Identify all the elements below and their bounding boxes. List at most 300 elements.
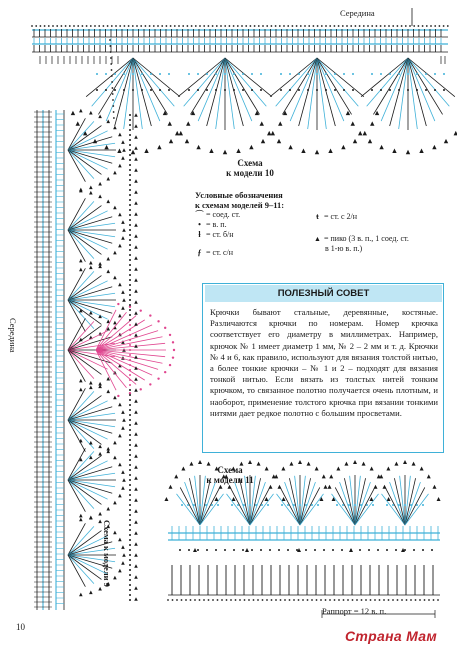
chain-dot — [406, 599, 408, 601]
chain-dot — [352, 599, 354, 601]
stitch — [68, 300, 101, 324]
stitch — [280, 487, 300, 525]
chain-dot — [109, 45, 111, 47]
picot — [175, 131, 179, 135]
chain-dot — [129, 359, 131, 361]
chain-dot — [377, 549, 379, 551]
chain-dot — [129, 254, 131, 256]
chain-dot — [73, 25, 75, 27]
chain-dot — [389, 89, 391, 91]
picot — [274, 474, 278, 478]
chain-dot — [275, 599, 277, 601]
chain-dot — [129, 124, 131, 126]
picot — [278, 121, 282, 125]
chain-dot — [443, 73, 445, 75]
chain-dot — [217, 599, 219, 601]
chain-dot — [289, 89, 291, 91]
stitch — [408, 58, 443, 114]
picot — [106, 507, 110, 511]
chain-dot — [129, 394, 131, 396]
chain-dot — [254, 25, 256, 27]
picot — [118, 283, 122, 287]
chain-dot — [185, 599, 187, 601]
chain-dot — [48, 25, 50, 27]
chain-dot — [229, 25, 231, 27]
picot — [432, 145, 436, 149]
picot — [134, 245, 138, 249]
picot — [134, 157, 138, 161]
chain-dot — [242, 89, 244, 91]
chain-dot — [410, 599, 412, 601]
picot — [79, 514, 83, 518]
chain-dot — [195, 25, 197, 27]
picot — [134, 113, 138, 117]
chain-dot — [129, 339, 131, 341]
picot — [351, 121, 355, 125]
chain-dot — [325, 73, 327, 75]
chain-dot — [397, 599, 399, 601]
chain-dot — [248, 599, 250, 601]
chain-dot — [437, 599, 439, 601]
picot — [134, 487, 138, 491]
chain-dot — [129, 529, 131, 531]
watermark-logo: Страна Мам — [345, 628, 438, 644]
chain-dot — [352, 73, 354, 75]
picot — [113, 441, 117, 445]
chain-dot — [249, 504, 251, 506]
chain-dot — [380, 25, 382, 27]
chain-dot — [129, 349, 131, 351]
chain-dot — [397, 25, 399, 27]
chain-dot — [181, 504, 183, 506]
chain-dot — [352, 89, 354, 91]
chain-dot — [129, 444, 131, 446]
chain-dot — [380, 89, 382, 91]
chain-dot — [190, 599, 192, 601]
chain-dot — [94, 25, 96, 27]
picot — [209, 149, 213, 153]
chain-dot — [323, 549, 325, 551]
chain-dot — [129, 459, 131, 461]
chain-dot — [409, 25, 411, 27]
picot — [122, 148, 126, 152]
chain-dot — [61, 25, 63, 27]
picot — [113, 576, 117, 580]
chain-dot — [244, 599, 246, 601]
chain-dot — [341, 549, 343, 551]
chain-dot — [31, 25, 33, 27]
picot — [98, 182, 102, 186]
chain-dot — [307, 73, 309, 75]
chain-dot — [111, 25, 113, 27]
chain-dot — [230, 599, 232, 601]
picot — [121, 156, 125, 160]
chain-dot — [383, 599, 385, 601]
picot — [185, 139, 189, 143]
picot — [134, 289, 138, 293]
picot — [98, 195, 102, 199]
chain-dot — [343, 89, 345, 91]
legend-item-treble-crochet: ŧ = ст. с 2/н — [313, 212, 453, 222]
chain-dot — [371, 25, 373, 27]
picot — [79, 518, 83, 522]
picot — [198, 460, 202, 464]
chain-dot — [129, 319, 131, 321]
chain-dot — [398, 504, 400, 506]
picot — [118, 244, 122, 248]
chain-dot — [233, 73, 235, 75]
picot — [432, 485, 436, 489]
chain-dot — [258, 25, 260, 27]
chain-dot — [179, 549, 181, 551]
chain-dot — [129, 594, 131, 596]
chain-dot — [433, 599, 435, 601]
chain-dot — [342, 504, 344, 506]
chain-dot — [266, 25, 268, 27]
chain-dot — [129, 329, 131, 331]
chain-dot — [129, 509, 131, 511]
chain-dot — [363, 25, 365, 27]
chain-dot — [110, 51, 112, 53]
chain-dot — [289, 73, 291, 75]
chain-dot — [392, 599, 394, 601]
chain-dot — [386, 504, 388, 506]
chain-dot — [296, 25, 298, 27]
picot — [193, 548, 197, 552]
picot — [113, 531, 117, 535]
picot — [89, 441, 93, 445]
stitch — [282, 58, 317, 114]
picot — [269, 485, 273, 489]
picot — [169, 485, 173, 489]
repeat-label: Раппорт = 12 в. п. — [322, 606, 387, 616]
chain-dot — [117, 395, 119, 397]
scheme-10-title — [215, 158, 285, 178]
picot — [344, 462, 348, 466]
chain-dot — [197, 549, 199, 551]
chain-dot — [176, 599, 178, 601]
chain-dot — [342, 25, 344, 27]
chain-dot — [197, 73, 199, 75]
chain-dot — [415, 599, 417, 601]
picot — [106, 390, 110, 394]
picot — [89, 381, 93, 385]
chain-dot — [278, 549, 280, 551]
chain-dot — [416, 73, 418, 75]
chain-dot — [129, 559, 131, 561]
chain-dot — [129, 129, 131, 131]
picot — [134, 542, 138, 546]
chain-dot — [159, 73, 161, 75]
chain-dot — [129, 354, 131, 356]
chain-dot — [129, 194, 131, 196]
chain-dot — [129, 284, 131, 286]
chain-dot — [112, 99, 114, 101]
chain-dot — [302, 599, 304, 601]
picot — [419, 149, 423, 153]
stitch — [355, 487, 375, 525]
legend-item-picot: ▲ = пико (3 в. п., 1 соед. ст. — [314, 234, 409, 243]
chain-dot — [112, 105, 114, 107]
picot — [79, 379, 83, 383]
stitch — [96, 350, 126, 388]
picot — [118, 314, 122, 318]
picot — [374, 485, 378, 489]
stitch — [68, 456, 101, 480]
chain-dot — [422, 549, 424, 551]
chain-dot — [129, 249, 131, 251]
chain-dot — [56, 25, 58, 27]
scheme-10-title-line2: к модели 10 — [226, 168, 274, 178]
chain-dot — [206, 89, 208, 91]
chain-dot — [431, 549, 433, 551]
chain-dot — [407, 73, 409, 75]
chain-dot — [153, 25, 155, 27]
chain-dot — [212, 599, 214, 601]
chain-dot — [129, 489, 131, 491]
chain-dot — [215, 73, 217, 75]
picot — [336, 467, 340, 471]
chain-dot — [129, 564, 131, 566]
stitch — [68, 480, 101, 504]
chain-dot — [129, 314, 131, 316]
chain-dot — [332, 549, 334, 551]
chain-dot — [314, 549, 316, 551]
picot — [134, 509, 138, 513]
picot — [121, 236, 125, 240]
chain-dot — [129, 279, 131, 281]
chain-dot — [140, 309, 142, 311]
chain-dot — [132, 89, 134, 91]
picot — [265, 467, 269, 471]
chain-dot — [129, 114, 131, 116]
chain-dot — [329, 599, 331, 601]
picot — [301, 149, 305, 153]
stitch — [300, 487, 320, 525]
chain-dot — [257, 599, 259, 601]
chain-dot — [129, 544, 131, 546]
chain-dot — [425, 89, 427, 91]
chain-dot — [320, 599, 322, 601]
chain-dot — [129, 264, 131, 266]
chain-dot — [187, 25, 189, 27]
chain-dot — [149, 25, 151, 27]
picot — [186, 121, 190, 125]
chain-dot — [157, 377, 159, 379]
chain-dot — [124, 25, 126, 27]
picot — [106, 177, 110, 181]
chain-dot — [129, 519, 131, 521]
chain-dot — [215, 549, 217, 551]
picot — [134, 311, 138, 315]
chain-dot — [117, 303, 119, 305]
stitch — [68, 420, 101, 444]
chain-dot — [212, 25, 214, 27]
picot — [134, 278, 138, 282]
stitch — [68, 555, 101, 579]
chain-dot — [35, 25, 37, 27]
chain-dot — [434, 25, 436, 27]
chain-dot — [413, 549, 415, 551]
chain-dot — [392, 504, 394, 506]
chain-dot — [283, 25, 285, 27]
chain-dot — [129, 154, 131, 156]
stitch — [68, 150, 101, 174]
chain-dot — [107, 25, 109, 27]
stitch — [225, 58, 272, 97]
chain-dot — [164, 371, 166, 373]
chain-dot — [317, 504, 319, 506]
picot — [118, 463, 122, 467]
chain-dot — [170, 25, 172, 27]
picot — [134, 179, 138, 183]
chain-dot — [239, 599, 241, 601]
chain-dot — [129, 514, 131, 516]
chain-dot — [129, 119, 131, 121]
chain-dot — [129, 134, 131, 136]
picot — [79, 109, 83, 113]
chain-dot — [129, 334, 131, 336]
chain-dot — [129, 554, 131, 556]
chain-dot — [376, 25, 378, 27]
chain-dot — [293, 504, 295, 506]
chain-dot — [321, 25, 323, 27]
picot — [118, 164, 122, 168]
picot — [134, 564, 138, 568]
picot — [98, 512, 102, 516]
chain-dot — [129, 579, 131, 581]
picot — [379, 145, 383, 149]
chain-dot — [388, 25, 390, 27]
chain-dot — [188, 73, 190, 75]
stitch — [317, 58, 352, 114]
chain-dot — [182, 25, 184, 27]
picot — [169, 139, 173, 143]
stitch — [361, 58, 408, 97]
chart-model-10 — [31, 8, 457, 154]
chain-dot — [129, 379, 131, 381]
chain-dot — [111, 69, 113, 71]
chain-dot — [199, 599, 201, 601]
picot — [134, 146, 138, 150]
chain-dot — [111, 75, 113, 77]
chain-dot — [434, 73, 436, 75]
chain-dot — [129, 484, 131, 486]
chain-dot — [191, 25, 193, 27]
picot — [134, 597, 138, 601]
chain-dot — [129, 464, 131, 466]
picot — [134, 421, 138, 425]
picot — [113, 206, 117, 210]
picot — [106, 270, 110, 274]
chain-dot — [174, 25, 176, 27]
chain-dot — [129, 374, 131, 376]
treble-crochet-icon: ŧ — [316, 212, 319, 221]
chain-dot — [405, 25, 407, 27]
chain-dot — [416, 89, 418, 91]
picot — [341, 145, 345, 149]
chain-dot — [267, 504, 269, 506]
chain-dot — [181, 599, 183, 601]
picot — [134, 223, 138, 227]
stitch — [408, 58, 455, 97]
chain-dot — [260, 89, 262, 91]
chain-dot — [123, 73, 125, 75]
picot — [324, 485, 328, 489]
chain-dot — [203, 599, 205, 601]
picot — [282, 497, 286, 501]
chain-dot — [129, 479, 131, 481]
picot — [134, 322, 138, 326]
picot — [134, 465, 138, 469]
chain-dot — [159, 89, 161, 91]
chain-dot — [224, 73, 226, 75]
picot — [117, 149, 121, 153]
chain-dot — [287, 549, 289, 551]
picot — [122, 298, 126, 302]
chain-dot — [365, 599, 367, 601]
chain-dot — [206, 549, 208, 551]
picot — [113, 456, 117, 460]
chain-dot — [129, 449, 131, 451]
picot — [454, 131, 457, 135]
chain-dot — [243, 504, 245, 506]
picot — [113, 171, 117, 175]
chain-dot — [336, 504, 338, 506]
picot — [118, 494, 122, 498]
chain-dot — [141, 73, 143, 75]
picot — [118, 213, 122, 217]
picot — [329, 474, 333, 478]
chain-dot — [129, 259, 131, 261]
chain-dot — [359, 549, 361, 551]
legend-item-chain: • = в. п. — [195, 220, 315, 230]
chain-dot — [205, 504, 207, 506]
chain-dot — [261, 504, 263, 506]
chain-dot — [129, 389, 131, 391]
chain-dot — [129, 224, 131, 226]
picot — [134, 443, 138, 447]
chain-dot — [194, 599, 196, 601]
chain-dot — [129, 309, 131, 311]
chain-dot — [367, 25, 369, 27]
chain-dot — [157, 25, 159, 27]
chain-dot — [280, 89, 282, 91]
chain-dot — [418, 25, 420, 27]
chain-dot — [398, 73, 400, 75]
chain-dot — [316, 73, 318, 75]
chain-dot — [347, 599, 349, 601]
chain-dot — [359, 25, 361, 27]
scheme-11-title-line2: к модели 11 — [206, 475, 254, 485]
stitch — [86, 58, 133, 97]
chain-dot — [129, 414, 131, 416]
chain-dot — [346, 25, 348, 27]
picot — [134, 410, 138, 414]
picot — [328, 149, 332, 153]
chain-dot — [299, 504, 301, 506]
chain-dot — [224, 89, 226, 91]
chain-dot — [129, 434, 131, 436]
chain-dot — [129, 174, 131, 176]
chain-dot — [398, 89, 400, 91]
chain-dot — [287, 504, 289, 506]
chain-dot — [380, 73, 382, 75]
picot — [113, 251, 117, 255]
picot — [315, 467, 319, 471]
chain-dot — [221, 599, 223, 601]
picot — [121, 306, 125, 310]
